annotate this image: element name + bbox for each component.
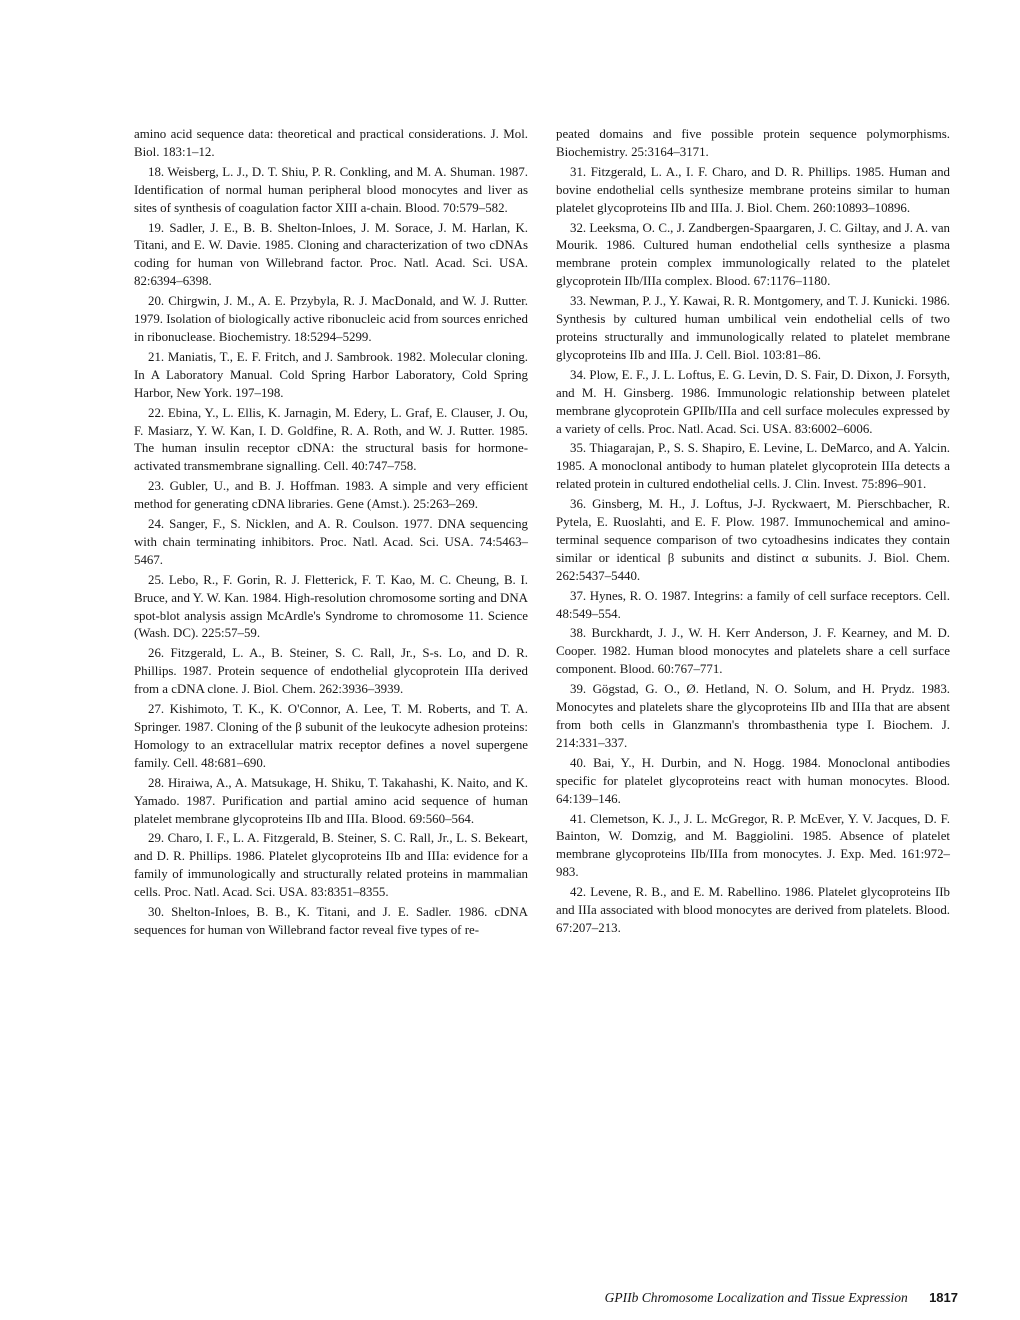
reference-text: 21. Maniatis, T., E. F. Fritch, and J. Sambrook. 1982. Molecular cloning. In A Laboratory Manual. Cold Spring Harbor Laboratory, Cold Spring Harbor, New York. 197–198. xyxy=(134,349,528,400)
reference-text: 26. Fitzgerald, L. A., B. Steiner, S. C. Rall, Jr., S-s. Lo, and D. R. Phillips. 1987. Protein sequence of endothelial glycoprotein IIIa derived from a cDNA clone. J. Biol. Chem. 262:3936–3939. xyxy=(134,646,528,697)
reference-entry xyxy=(556,884,950,938)
reference-entry xyxy=(134,349,528,403)
reference-entry xyxy=(134,220,528,292)
reference-text: 29. Charo, I. F., L. A. Fitzgerald, B. Steiner, S. C. Rall, Jr., L. S. Bekeart, and D. R. Phillips. 1986. Platelet glycoproteins IIb and IIIa: evidence for a family of immunologically and structurally related proteins in mammalian cells. Proc. Natl. Acad. Sci. USA. 83:8351–8355. xyxy=(134,831,528,900)
reference-text: 28. Hiraiwa, A., A. Matsukage, H. Shiku, T. Takahashi, K. Naito, and K. Yamado. 1987. Purification and partial amino acid sequence of human platelet membrane glycoproteins IIb and IIIa. Blood. 69:560–564. xyxy=(134,775,528,826)
reference-entry xyxy=(134,904,528,940)
reference-entry xyxy=(556,681,950,753)
reference-column-right xyxy=(556,126,950,940)
reference-entry xyxy=(134,478,528,514)
reference-text: 25. Lebo, R., F. Gorin, R. J. Fletterick, F. T. Kao, M. C. Cheung, B. I. Bruce, and Y. W. Kan. 1984. High-resolution chromosome sorting and DNA spot-blot analysis assign McArdle's Syndrome to chromosome 11. Science (Wash. DC). 225:57–59. xyxy=(134,572,528,641)
reference-text: 24. Sanger, F., S. Nicklen, and A. R. Coulson. 1977. DNA sequencing with chain terminating inhibitors. Proc. Natl. Acad. Sci. USA. 74:5463–5467. xyxy=(134,517,528,567)
reference-continuation xyxy=(134,126,528,162)
reference-text: 34. Plow, E. F., J. L. Loftus, E. G. Levin, D. S. Fair, D. Dixon, J. Forsyth, and M. H. Ginsberg. 1986. Immunologic relationship between platelet membrane glycoprotein GPIIb/IIIa and cell surface molecules expressed by a variety of cells. Proc. Natl. Acad. Sci. USA. 83:6002–6006. xyxy=(556,367,950,436)
reference-entry xyxy=(556,625,950,679)
page-number: 1817 xyxy=(929,1290,958,1305)
reference-continuation xyxy=(556,126,950,162)
reference-text: 36. Ginsberg, M. H., J. Loftus, J-J. Ryckwaert, M. Pierschbacher, R. Pytela, E. Ruoslahti, and E. F. Plow. 1987. Immunochemical and amino-terminal sequence comparison of two cytoadhesins indicates they contain similar or identical β subunits and distinct α subunits. J. Biol. Chem. 262:5437–5440. xyxy=(556,497,950,583)
reference-text: 31. Fitzgerald, L. A., I. F. Charo, and D. R. Phillips. 1985. Human and bovine endothelial cells synthesize membrane proteins similar to human platelet glycoproteins IIb and IIIa. J. Biol. Chem. 260:10893–10896. xyxy=(556,164,950,215)
reference-text: 39. Gögstad, G. O., Ø. Hetland, N. O. Solum, and H. Prydz. 1983. Monocytes and platelets share the glycoproteins IIb and IIIa that are absent from both cells in Glanzmann's thrombasthenia type I. Biochem. J. 214:331–337. xyxy=(556,682,950,750)
reference-entry xyxy=(134,293,528,347)
reference-entry xyxy=(556,293,950,365)
reference-entry xyxy=(134,830,528,902)
running-title: GPIIb Chromosome Localization and Tissue Expression xyxy=(604,1290,908,1305)
reference-text: 35. Thiagarajan, P., S. S. Shapiro, E. Levine, L. DeMarco, and A. Yalcin. 1985. A monoclonal antibody to human platelet glycoprotein IIIa detects a related protein in cultured endothelial cells. J. Clin. Invest. 75:896–901. xyxy=(556,441,950,492)
reference-text: 30. Shelton-Inloes, B. B., K. Titani, and J. E. Sadler. 1986. cDNA sequences for human von Willebrand factor reveal five types of re- xyxy=(134,905,528,937)
reference-entry xyxy=(556,755,950,809)
reference-entry xyxy=(556,588,950,624)
reference-entry xyxy=(134,164,528,218)
reference-text: 27. Kishimoto, T. K., K. O'Connor, A. Lee, T. M. Roberts, and T. A. Springer. 1987. Cloning of the β subunit of the leukocyte adhesion proteins: Homology to an extracellular matrix receptor defines a novel supergene family. Cell. 48:681–690. xyxy=(134,702,528,770)
reference-text: 41. Clemetson, K. J., J. L. McGregor, R. P. McEver, Y. V. Jacques, D. F. Bainton, W. Domzig, and M. Baggiolini. 1985. Absence of platelet membrane glycoproteins IIb/IIIa from monocytes. J. Exp. Med. 161:972–983. xyxy=(556,811,950,880)
reference-text: 42. Levene, R. B., and E. M. Rabellino. 1986. Platelet glycoproteins IIb and IIIa associated with blood monocytes are derived from platelets. Blood. 67:207–213. xyxy=(556,885,950,935)
reference-entry xyxy=(134,701,528,773)
reference-entry xyxy=(134,572,528,644)
reference-text: 33. Newman, P. J., Y. Kawai, R. R. Montgomery, and T. J. Kunicki. 1986. Synthesis by cultured human umbilical vein endothelial cells of two proteins structurally and immunologically related to platelet membrane glycoproteins IIb and IIIa. J. Cell. Biol. 103:81–86. xyxy=(556,294,950,362)
reference-entry xyxy=(556,220,950,292)
reference-text: 23. Gubler, U., and B. J. Hoffman. 1983. A simple and very efficient method for generating cDNA libraries. Gene (Amst.). 25:263–269. xyxy=(134,479,528,512)
reference-text: 22. Ebina, Y., L. Ellis, K. Jarnagin, M. Edery, L. Graf, E. Clauser, J. Ou, F. Masiarz, Y. W. Kan, I. D. Goldfine, R. A. Roth, and W. J. Rutter. 1985. The human insulin receptor cDNA: the structural basis for hormone-activated transmembrane signalling. Cell. 40:747–758. xyxy=(134,405,528,474)
reference-text: 20. Chirgwin, J. M., A. E. Przybyla, R. J. MacDonald, and W. J. Rutter. 1979. Isolation of biologically active ribonucleic acid from sources enriched in ribonuclease. Biochemistry. 18:5294–5299. xyxy=(134,294,528,344)
reference-text: 32. Leeksma, O. C., J. Zandbergen-Spaargaren, J. C. Giltay, and J. A. van Mourik. 1986. Cultured human endothelial cells synthesize a plasma membrane protein complex immunologically related to the platelet glycoprotein IIb/IIIa complex. Blood. 67:1176–1180. xyxy=(556,220,950,289)
reference-text: 19. Sadler, J. E., B. B. Shelton-Inloes, J. M. Sorace, J. M. Harlan, K. Titani, and E. W. Davie. 1985. Cloning and characterization of two cDNAs coding for human von Willebrand factor. Proc. Natl. Acad. Sci. USA. 82:6394–6398. xyxy=(134,220,528,289)
reference-entry xyxy=(556,367,950,439)
reference-text: 37. Hynes, R. O. 1987. Integrins: a family of cell surface receptors. Cell. 48:549–554. xyxy=(556,588,950,621)
reference-entry xyxy=(556,164,950,218)
reference-entry xyxy=(556,496,950,586)
reference-text: 40. Bai, Y., H. Durbin, and N. Hogg. 1984. Monoclonal antibodies specific for platelet glycoproteins react with human monocytes. Blood. 64:139–146. xyxy=(556,755,950,806)
reference-entry xyxy=(556,811,950,883)
reference-entry xyxy=(134,775,528,829)
reference-text: peated domains and five possible protein sequence polymorphisms. Biochemistry. 25:3164–3171. xyxy=(556,127,950,159)
reference-entry xyxy=(556,440,950,494)
reference-entry xyxy=(134,645,528,699)
reference-text: 18. Weisberg, L. J., D. T. Shiu, P. R. Conkling, and M. A. Shuman. 1987. Identification of normal human peripheral blood monocytes and liver as sites of synthesis of coagulation factor XIII a-chain. Blood. 70:579–582. xyxy=(134,164,528,215)
reference-text: 38. Burckhardt, J. J., W. H. Kerr Anderson, J. F. Kearney, and M. D. Cooper. 1982. Human blood monocytes and platelets share a cell surface component. Blood. 60:767–771. xyxy=(556,626,950,677)
reference-entry xyxy=(134,516,528,570)
reference-text: amino acid sequence data: theoretical and practical considerations. J. Mol. Biol. 183:1–12. xyxy=(134,127,528,159)
page-footer xyxy=(605,1290,958,1306)
reference-column-left xyxy=(134,126,528,942)
reference-entry xyxy=(134,405,528,477)
